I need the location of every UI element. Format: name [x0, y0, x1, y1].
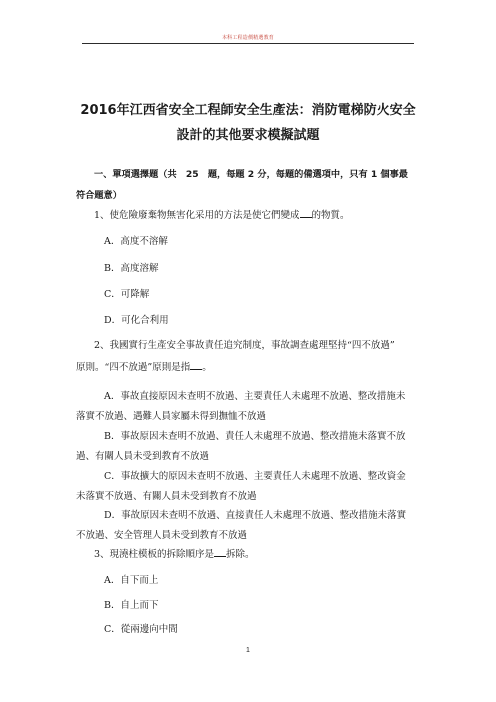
- question-2-option-c-line-1: C．事故擴大的原因未查明不放過、主要責任人未處理不放過、整改資金: [104, 471, 406, 482]
- question-2-option-d-line-2: 不放過、安全管理人員未受到教育不放過: [76, 530, 248, 541]
- question-2-option-c-line-2: 未落實不放過、有關人員未受到教育不放過: [76, 491, 257, 502]
- page-header: 本科工程造價精選教育: [221, 35, 274, 41]
- question-1-option-a: A．高度不溶解: [104, 236, 168, 247]
- title-line-1: 2016年江西省安全工程師安全生產法：消防電梯防火安全: [80, 103, 416, 118]
- title-line-2: 設計的其他要求模擬試題: [176, 128, 320, 143]
- question-1-option-b: B．高度溶解: [104, 263, 159, 274]
- question-2-option-a-line-2: 落實不放過、遇難人員家屬未得到撫恤不放過: [76, 411, 267, 422]
- header-rule: [82, 43, 414, 44]
- section-heading-line-2: 符合題意）: [76, 190, 122, 201]
- question-2-option-a-line-1: A．事故直接原因未查明不放過、主要責任人未處理不放過、整改措施未: [104, 391, 406, 402]
- question-1-option-c: C．可降解: [104, 289, 150, 300]
- question-2-option-d-line-1: D．事故原因未查明不放過、直接責任人未處理不放過、整改措施未落實: [104, 510, 407, 521]
- question-2-stem-line-2: 原則。“四不放過”原則是指 。: [76, 362, 212, 373]
- answer-blank: [300, 208, 312, 218]
- answer-blank: [214, 547, 226, 557]
- section-heading-line-1: 一、單項選擇題（共 25 題，每題 2 分，每題的備選項中，只有 1 個事最: [94, 169, 408, 180]
- question-2-option-b-line-1: B．事故原因未查明不放過、責任人未處理不放過、整改措施未落實不放: [104, 431, 406, 442]
- question-3-option-b: B．自上而下: [104, 600, 159, 611]
- question-2-option-b-line-2: 過、有關人員未受到教育不放過: [76, 451, 210, 462]
- page-number: 1: [246, 647, 250, 654]
- question-1-stem: 1、使危險廢棄物無害化采用的方法是使它們變成 的物質。: [94, 210, 350, 221]
- document-title: [62, 98, 434, 148]
- question-3-stem: 3、現澆柱模板的拆除順序是 拆除。: [94, 549, 255, 560]
- question-2-stem-line-1: 2、我國實行生產安全事故責任追究制度，事故調查處理堅持“四不放過”: [94, 340, 395, 351]
- answer-blank: [190, 360, 202, 370]
- question-3-option-c: C．從兩邊向中間: [104, 624, 178, 635]
- question-1-option-d: D．可化合利用: [104, 315, 169, 326]
- question-3-option-a: A．自下而上: [104, 575, 159, 586]
